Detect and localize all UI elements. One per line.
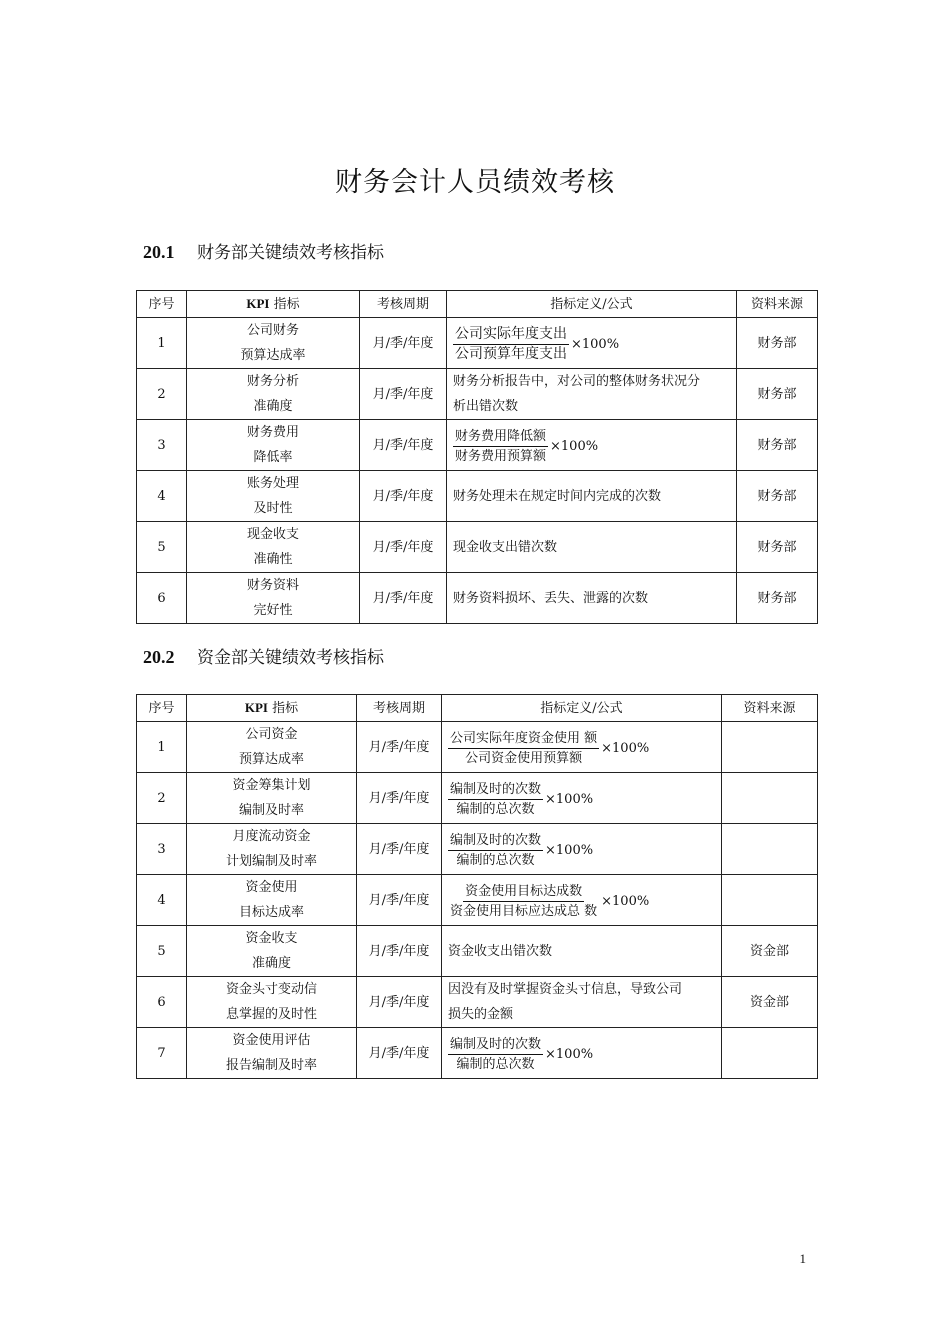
header-kpi-cn: 指标 xyxy=(273,297,300,312)
row-period: 月/季/年度 xyxy=(357,773,442,824)
kpi-line1: 资金收支 xyxy=(245,931,298,946)
table-row xyxy=(137,1028,818,1079)
row-source xyxy=(722,773,818,824)
formula xyxy=(453,427,598,466)
row-definition: 现金收支出错次数 xyxy=(447,522,737,573)
row-source xyxy=(722,875,818,926)
row-seq: 5 xyxy=(137,926,187,977)
row-seq: 6 xyxy=(137,977,187,1028)
formula-multiplier: ×100% xyxy=(550,439,599,454)
row-kpi xyxy=(187,369,360,420)
row-source: 财务部 xyxy=(737,573,818,624)
formula-numerator: 公司实际年度支出 xyxy=(453,325,569,345)
formula-multiplier: ×100% xyxy=(545,792,594,807)
kpi-line1: 资金使用 xyxy=(245,880,298,895)
formula-denominator: 资金使用目标应达成总 数 xyxy=(450,904,598,919)
row-kpi xyxy=(187,926,357,977)
row-kpi xyxy=(187,722,357,773)
row-kpi xyxy=(187,573,360,624)
row-period: 月/季/年度 xyxy=(357,875,442,926)
kpi-line1: 公司资金 xyxy=(245,727,298,742)
row-period: 月/季/年度 xyxy=(357,1028,442,1079)
table-row xyxy=(137,977,818,1028)
section-heading-finance xyxy=(143,238,384,263)
row-source: 资金部 xyxy=(722,926,818,977)
definition-line2: 析出错次数 xyxy=(453,399,519,414)
row-definition: 财务资料损坏、丢失、泄露的次数 xyxy=(447,573,737,624)
row-definition xyxy=(442,1028,722,1079)
formula-denominator: 财务费用预算额 xyxy=(455,449,547,464)
header-source: 资料来源 xyxy=(737,291,818,318)
table-row xyxy=(137,722,818,773)
formula xyxy=(448,1035,593,1074)
row-seq: 4 xyxy=(137,471,187,522)
row-definition xyxy=(442,722,722,773)
table-row xyxy=(137,926,818,977)
table-row xyxy=(137,522,818,573)
formula-numerator: 财务费用降低额 xyxy=(453,427,548,447)
formula-denominator: 编制的总次数 xyxy=(456,853,535,868)
row-period: 月/季/年度 xyxy=(357,926,442,977)
header-kpi-en: KPI xyxy=(246,296,270,311)
table-row xyxy=(137,573,818,624)
formula-multiplier: ×100% xyxy=(601,741,650,756)
finance-kpi-table xyxy=(136,290,818,624)
row-kpi xyxy=(187,471,360,522)
row-definition xyxy=(442,824,722,875)
header-definition: 指标定义/公式 xyxy=(447,291,737,318)
kpi-line2: 预算达成率 xyxy=(240,348,306,363)
row-definition xyxy=(442,977,722,1028)
table-header-row xyxy=(137,291,818,318)
row-kpi xyxy=(187,318,360,369)
row-kpi xyxy=(187,1028,357,1079)
row-definition: 财务处理未在规定时间内完成的次数 xyxy=(447,471,737,522)
page-number: 1 xyxy=(799,1251,806,1266)
kpi-line2: 报告编制及时率 xyxy=(225,1058,317,1073)
kpi-line2: 目标达成率 xyxy=(238,905,304,920)
kpi-line2: 编制及时率 xyxy=(238,803,304,818)
formula-multiplier: ×100% xyxy=(545,1047,594,1062)
header-source: 资料来源 xyxy=(722,695,818,722)
row-source: 财务部 xyxy=(737,369,818,420)
row-period: 月/季/年度 xyxy=(360,522,447,573)
kpi-line1: 公司财务 xyxy=(246,323,299,338)
kpi-line1: 资金使用评估 xyxy=(232,1033,311,1048)
section-number: 20.1 xyxy=(143,242,175,262)
definition-line1: 因没有及时掌握资金头寸信息，导致公司 xyxy=(448,982,683,997)
row-seq: 3 xyxy=(137,420,187,471)
formula-numerator: 资金使用目标达成数 xyxy=(463,882,584,902)
formula xyxy=(448,780,593,819)
formula-multiplier: ×100% xyxy=(545,843,594,858)
row-seq: 6 xyxy=(137,573,187,624)
kpi-line2: 及时性 xyxy=(253,501,293,516)
row-seq: 4 xyxy=(137,875,187,926)
row-kpi xyxy=(187,977,357,1028)
row-source: 资金部 xyxy=(722,977,818,1028)
row-definition: 资金收支出错次数 xyxy=(442,926,722,977)
row-period: 月/季/年度 xyxy=(360,471,447,522)
header-kpi xyxy=(187,291,360,318)
row-kpi xyxy=(187,773,357,824)
page-title: 财务会计人员绩效考核 xyxy=(335,167,615,198)
row-kpi xyxy=(187,875,357,926)
formula xyxy=(448,729,649,768)
formula-denominator: 编制的总次数 xyxy=(456,802,535,817)
row-definition xyxy=(447,420,737,471)
formula-numerator: 编制及时的次数 xyxy=(448,831,543,851)
kpi-line2: 准确度 xyxy=(251,956,291,971)
table-header-row xyxy=(137,695,818,722)
header-period: 考核周期 xyxy=(357,695,442,722)
row-period: 月/季/年度 xyxy=(360,318,447,369)
table-row xyxy=(137,773,818,824)
kpi-line1: 资金头寸变动信 xyxy=(225,982,317,997)
row-seq: 7 xyxy=(137,1028,187,1079)
row-definition xyxy=(442,875,722,926)
kpi-line1: 财务费用 xyxy=(246,425,299,440)
row-definition xyxy=(447,318,737,369)
kpi-line2: 息掌握的及时性 xyxy=(225,1007,317,1022)
kpi-line2: 预算达成率 xyxy=(238,752,304,767)
row-period: 月/季/年度 xyxy=(357,722,442,773)
row-seq: 1 xyxy=(137,722,187,773)
row-period: 月/季/年度 xyxy=(360,369,447,420)
treasury-kpi-table xyxy=(136,694,818,1079)
definition-line1: 财务分析报告中，对公司的整体财务状况分 xyxy=(453,374,701,389)
kpi-line1: 现金收支 xyxy=(246,527,299,542)
row-period: 月/季/年度 xyxy=(360,420,447,471)
header-period: 考核周期 xyxy=(360,291,447,318)
header-kpi-cn: 指标 xyxy=(272,701,299,716)
row-seq: 2 xyxy=(137,773,187,824)
row-source: 财务部 xyxy=(737,471,818,522)
row-seq: 2 xyxy=(137,369,187,420)
formula-denominator: 公司预算年度支出 xyxy=(455,346,567,362)
row-source: 财务部 xyxy=(737,420,818,471)
row-period: 月/季/年度 xyxy=(357,977,442,1028)
kpi-line2: 完好性 xyxy=(253,603,293,618)
row-source xyxy=(722,722,818,773)
row-seq: 5 xyxy=(137,522,187,573)
row-period: 月/季/年度 xyxy=(357,824,442,875)
formula-multiplier: ×100% xyxy=(571,337,620,352)
row-definition xyxy=(447,369,737,420)
kpi-line1: 财务分析 xyxy=(246,374,299,389)
kpi-line2: 计划编制及时率 xyxy=(225,854,317,869)
table-row xyxy=(137,824,818,875)
formula-numerator: 编制及时的次数 xyxy=(448,1035,543,1055)
header-definition: 指标定义/公式 xyxy=(442,695,722,722)
formula-multiplier: ×100% xyxy=(601,894,650,909)
section-heading-treasury xyxy=(143,643,384,668)
definition-line2: 损失的金额 xyxy=(448,1007,514,1022)
kpi-line1: 账务处理 xyxy=(246,476,299,491)
row-source: 财务部 xyxy=(737,522,818,573)
row-source: 财务部 xyxy=(737,318,818,369)
row-seq: 1 xyxy=(137,318,187,369)
formula xyxy=(453,325,619,364)
table-row xyxy=(137,369,818,420)
kpi-line2: 降低率 xyxy=(253,450,293,465)
header-seq: 序号 xyxy=(137,695,187,722)
row-period: 月/季/年度 xyxy=(360,573,447,624)
header-seq: 序号 xyxy=(137,291,187,318)
header-kpi xyxy=(187,695,357,722)
section-number: 20.2 xyxy=(143,647,175,667)
row-kpi xyxy=(187,420,360,471)
header-kpi-en: KPI xyxy=(244,700,268,715)
table-row xyxy=(137,471,818,522)
kpi-line1: 资金筹集计划 xyxy=(232,778,311,793)
row-definition xyxy=(442,773,722,824)
kpi-line2: 准确性 xyxy=(253,552,293,567)
formula xyxy=(448,831,593,870)
formula-denominator: 公司资金使用预算额 xyxy=(465,751,583,766)
row-kpi xyxy=(187,522,360,573)
row-seq: 3 xyxy=(137,824,187,875)
table-row xyxy=(137,318,818,369)
formula-numerator: 编制及时的次数 xyxy=(448,780,543,800)
section-title: 财务部关键绩效考核指标 xyxy=(197,243,384,263)
table-row xyxy=(137,420,818,471)
kpi-line1: 财务资料 xyxy=(246,578,299,593)
formula xyxy=(448,882,649,921)
section-title: 资金部关键绩效考核指标 xyxy=(197,648,384,668)
kpi-line1: 月度流动资金 xyxy=(232,829,311,844)
row-kpi xyxy=(187,824,357,875)
table-row xyxy=(137,875,818,926)
kpi-line2: 准确度 xyxy=(253,399,293,414)
formula-numerator: 公司实际年度资金使用 额 xyxy=(448,729,599,749)
formula-denominator: 编制的总次数 xyxy=(456,1057,535,1072)
row-source xyxy=(722,824,818,875)
row-source xyxy=(722,1028,818,1079)
